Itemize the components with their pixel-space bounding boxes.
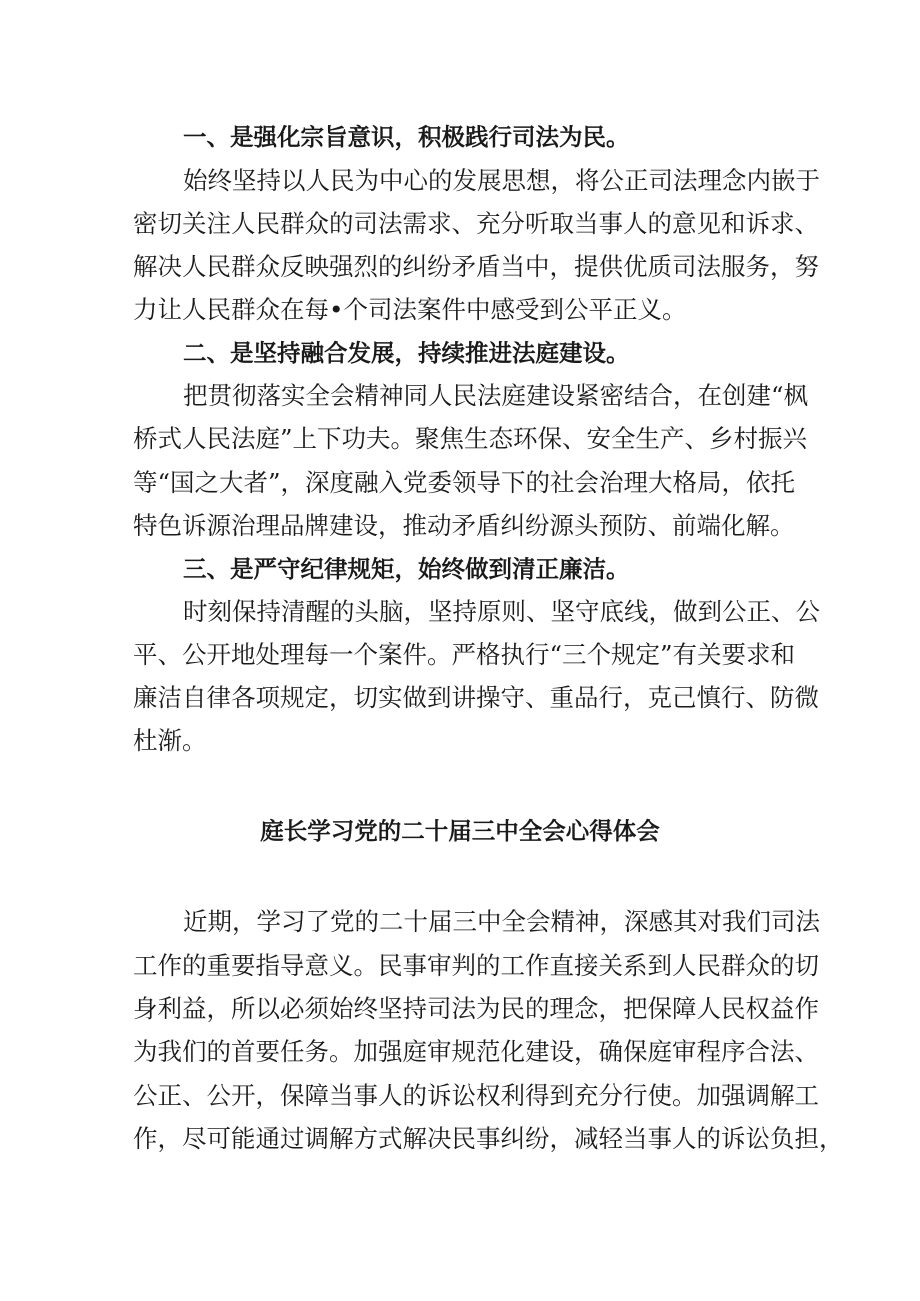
paragraph-line: 特色诉源治理品牌建设，推动矛盾纠纷源头预防、前端化解。 — [133, 511, 795, 540]
paragraph-line: 桥式人民法庭”上下功夫。聚焦生态环保、安全生产、乡村振兴 — [133, 424, 808, 453]
paragraph-line: 作，尽可能通过调解方式解决民事纠纷，减轻当事人的诉讼负担， — [133, 1124, 844, 1153]
paragraph-line: 密切关注人民群众的司法需求、充分听取当事人的意见和诉求、 — [133, 209, 819, 238]
section-heading-3: 三、是严守纪律规矩，始终做到清正廉洁。 — [183, 555, 630, 583]
paragraph-line: 始终坚持以人民为中心的发展思想，将公正司法理念内嵌于 — [183, 166, 820, 195]
section-heading-2: 二、是坚持融合发展，持续推进法庭建设。 — [183, 339, 630, 367]
paragraph-line: 力让人民群众在每•个司法案件中感受到公平正义。 — [133, 295, 687, 324]
paragraph-line: 身利益，所以必须始终坚持司法为民的理念，把保障人民权益作 — [133, 994, 819, 1023]
article-title: 庭长学习党的二十届三中全会心得体会 — [260, 817, 660, 845]
paragraph-line: 工作的重要指导意义。民事审判的工作直接关系到人民群众的切 — [133, 951, 819, 980]
paragraph-line: 杜渐。 — [133, 726, 207, 755]
paragraph-line: 近期，学习了党的二十届三中全会精神，深感其对我们司法 — [183, 907, 820, 936]
section-heading-1: 一、是强化宗旨意识，积极践行司法为民。 — [183, 123, 630, 151]
paragraph-line: 解决人民群众反映强烈的纠纷矛盾当中，提供优质司法服务，努 — [133, 252, 819, 281]
paragraph-line: 为我们的首要任务。加强庭审规范化建设，确保庭审程序合法、 — [133, 1037, 819, 1066]
paragraph-line: 时刻保持清醒的头脑，坚持原则、坚守底线，做到公正、公 — [183, 597, 820, 626]
paragraph-line: 公正、公开，保障当事人的诉讼权利得到充分行使。加强调解工 — [133, 1081, 819, 1110]
paragraph-line: 廉洁自律各项规定，切实做到讲操守、重品行，克己慎行、防微 — [133, 683, 819, 712]
paragraph-line: 把贯彻落实全会精神同人民法庭建设紧密结合，在创建“枫 — [183, 381, 809, 410]
paragraph-line: 平、公开地处理每一个案件。严格执行“三个规定”有关要求和 — [133, 640, 796, 669]
paragraph-line: 等“国之大者”，深度融入党委领导下的社会治理大格局，依托 — [133, 468, 796, 497]
